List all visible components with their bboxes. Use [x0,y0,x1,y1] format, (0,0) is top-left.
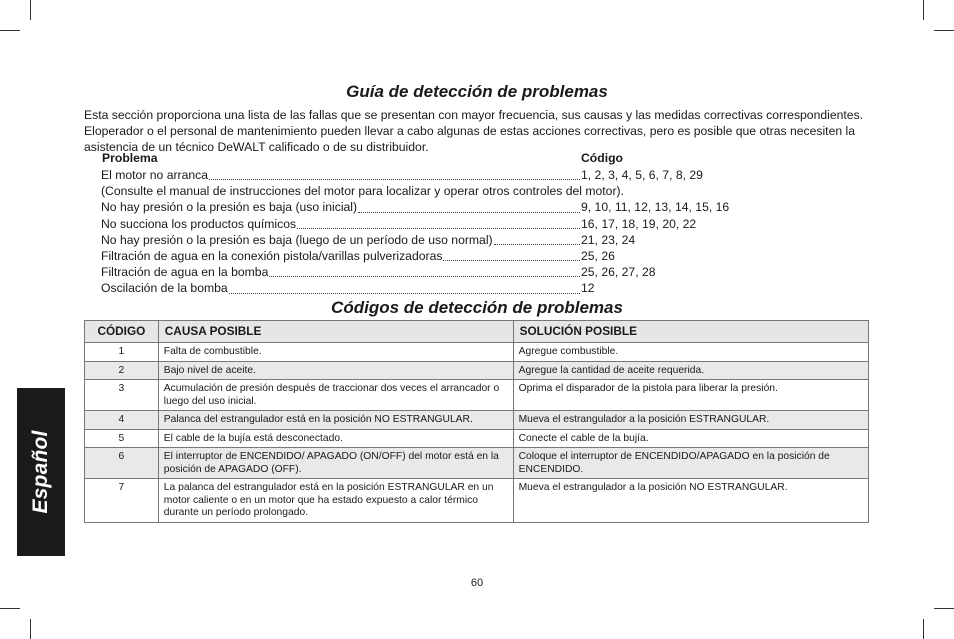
list-item [101,183,741,199]
problem-label: No hay presión o la presión es baja (uso inicial) [101,200,358,215]
list-item [101,248,741,264]
problem-note: (Consulte el manual de instrucciones del motor para localizar y operar otros controles del motor). [101,184,624,199]
problem-label: Filtración de agua en la conexión pistola/varillas pulverizadoras [101,248,443,263]
list-item [101,199,741,215]
list-item [101,280,741,296]
code-header: Código [581,151,623,165]
list-item [101,167,741,183]
cell-code: 5 [85,429,159,448]
table-header-row [85,321,869,343]
leader-dots [269,275,580,277]
column-header-cause: CAUSA POSIBLE [158,321,513,343]
problem-header: Problema [102,151,158,165]
crop-mark [0,608,20,609]
crop-mark [923,0,924,20]
codes-title: Códigos de detección de problemas [331,298,623,317]
leader-dots [297,227,580,229]
language-label: Español [29,430,52,514]
cell-cause: Bajo nivel de aceite. [158,361,513,380]
cell-solution: Agregue la cantidad de aceite requerida. [513,361,868,380]
cell-solution: Agregue combustible. [513,343,868,362]
table-row [85,361,869,380]
crop-mark [934,30,954,31]
problem-label: El motor no arranca [101,168,209,182]
language-side-tab [17,388,65,556]
table-row [85,343,869,362]
cell-code: 7 [85,479,159,523]
cell-code: 3 [85,380,159,411]
list-item [101,264,741,280]
problem-list [101,151,871,297]
problem-codes: 25, 26 [581,248,615,263]
cell-cause: Acumulación de presión después de traccionar dos veces el arrancador o luego del uso inicial. [158,380,513,411]
problem-codes: 12 [581,281,595,296]
table-row [85,479,869,523]
cell-code: 1 [85,343,159,362]
crop-mark [934,608,954,609]
cell-solution: Mueva el estrangulador a la posición NO ESTRANGULAR. [513,479,868,523]
guide-intro: Esta sección proporciona una lista de las fallas que se presentan con mayor frecuencia, sus causas y las medidas correctivas correspondientes. Eloperador o el personal de mantenimiento pueden llevar a cabo algunas de estas acciones correctivas, pero es posible que otras necesiten la asistencia de un técnico DeWALT calificado o de su distribuidor. [84,108,864,154]
problem-label: Oscilación de la bomba [101,281,228,296]
leader-dots [443,259,580,261]
crop-mark [923,619,924,639]
leader-dots [358,211,580,213]
problem-label: No succiona los productos químicos [101,216,297,231]
cell-cause: El interruptor de ENCENDIDO/ APAGADO (ON/OFF) del motor está en la posición de APAGADO (OFF). [158,448,513,479]
cell-code: 4 [85,411,159,430]
guide-title: Guía de detección de problemas [346,82,608,101]
list-item [101,232,741,248]
problem-codes: 16, 17, 18, 19, 20, 22 [581,216,697,231]
problem-label: No hay presión o la presión es baja (luego de un período de uso normal) [101,232,493,247]
cell-solution: Oprima el disparador de la pistola para liberar la presión. [513,380,868,411]
leader-dots [209,178,580,180]
table-row [85,380,869,411]
cell-solution: Coloque el interruptor de ENCENDIDO/APAGADO en la posición de ENCENDIDO. [513,448,868,479]
table-row [85,411,869,430]
leader-dots [494,243,580,245]
crop-mark [30,0,31,20]
cell-code: 2 [85,361,159,380]
cell-code: 6 [85,448,159,479]
cell-cause: Falta de combustible. [158,343,513,362]
problem-codes: 21, 23, 24 [581,232,636,247]
list-item [101,216,741,232]
cell-solution: Conecte el cable de la bujía. [513,429,868,448]
problem-codes: 25, 26, 27, 28 [581,265,656,280]
cell-cause: El cable de la bujía está desconectado. [158,429,513,448]
problem-codes: 1, 2, 3, 4, 5, 6, 7, 8, 29 [581,168,703,182]
crop-mark [0,30,20,31]
crop-mark [30,619,31,639]
cell-cause: Palanca del estrangulador está en la posición NO ESTRANGULAR. [158,411,513,430]
table-row [85,448,869,479]
cell-solution: Mueva el estrangulador a la posición ESTRANGULAR. [513,411,868,430]
table-row [85,429,869,448]
problem-label: Filtración de agua en la bomba [101,265,269,280]
leader-dots [229,292,580,294]
troubleshooting-table [84,320,869,523]
problem-list-header [101,151,871,167]
column-header-solution: SOLUCIÓN POSIBLE [513,321,868,343]
problem-codes: 9, 10, 11, 12, 13, 14, 15, 16 [581,200,730,215]
cell-cause: La palanca del estrangulador está en la posición ESTRANGULAR en un motor caliente o en un motor que ha estado expuesto a calor térmico durante un período prolongado. [158,479,513,523]
page-number: 60 [470,577,484,589]
column-header-code: CÓDIGO [85,321,159,343]
